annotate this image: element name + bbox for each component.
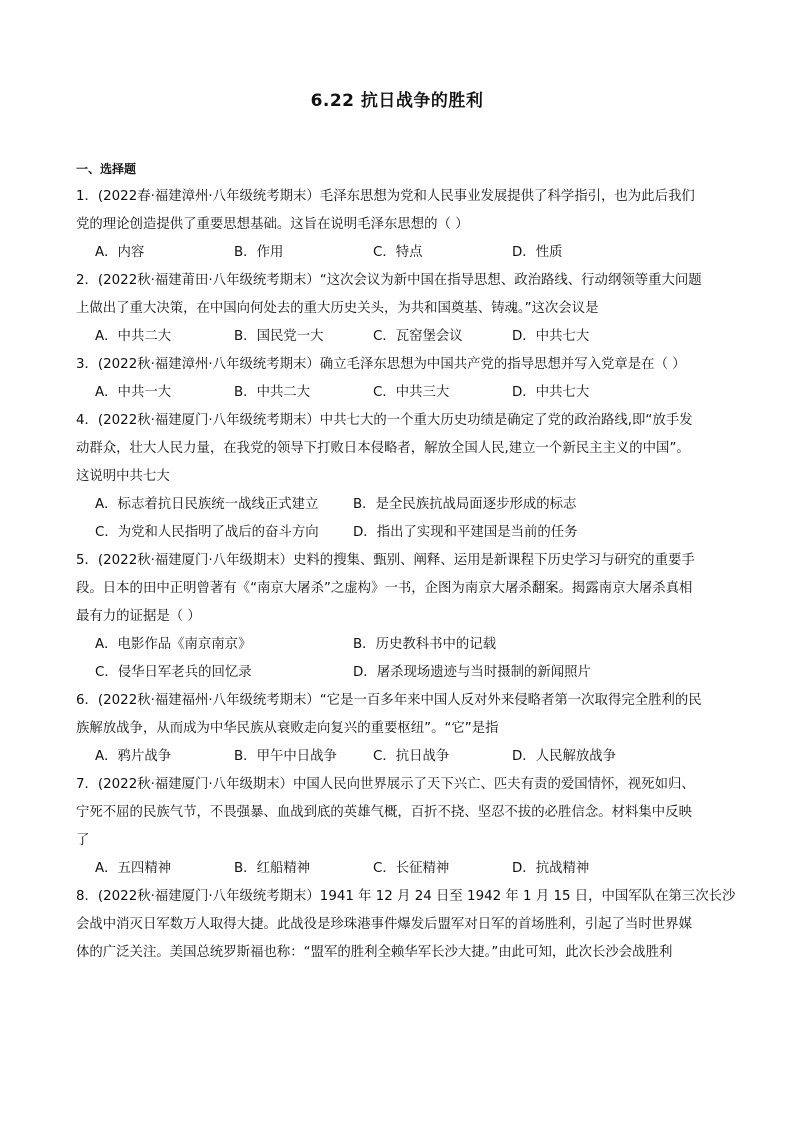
question-text-line: 3．(2022秋·福建漳州·八年级统考期末）确立毛泽东思想为中国共产党的指导思想并写入党章是在（ ） — [76, 357, 686, 372]
question-text-line: 这说明中共七大 — [76, 469, 170, 484]
option-c[interactable]: C．长征精神 — [373, 861, 450, 876]
option-c[interactable]: C．为党和人民指明了战后的奋斗方向 — [95, 525, 319, 540]
option-d[interactable]: D．中共七大 — [512, 329, 590, 344]
option-b[interactable]: B．历史教科书中的记载 — [353, 637, 497, 652]
question-text-line: 党的理论创造提供了重要思想基础。这旨在说明毛泽东思想的（ ） — [76, 217, 469, 232]
question-text-line: 4．(2022秋·福建厦门·八年级统考期末）中共七大的一个重大历史功绩是确定了党的政治路线,即“放手发 — [76, 413, 693, 428]
option-d[interactable]: D．人民解放战争 — [512, 749, 617, 764]
options-row — [76, 743, 726, 771]
question-text-line: 2．(2022秋·福建莆田·八年级统考期末）“这次会议为新中国在指导思想、政治路线、行动纲领等重大问题 — [76, 273, 702, 288]
question-text-line: 族解放战争，从而成为中华民族从衰败走向复兴的重要枢纽”。“它”是指 — [76, 721, 499, 736]
options-row — [76, 631, 726, 659]
question-text-line: 1．(2022春·福建漳州·八年级统考期末）毛泽东思想为党和人民事业发展提供了科学指引，也为此后我们 — [76, 189, 695, 204]
option-a[interactable]: A．内容 — [95, 245, 145, 260]
options-row — [76, 239, 726, 267]
question-text-line: 5．(2022秋·福建厦门·八年级期末）史料的搜集、甄别、阐释、运用是新课程下历史学习与研究的重要手 — [76, 553, 695, 568]
option-d[interactable]: D．性质 — [512, 245, 563, 260]
page-title: 6.22 抗日战争的胜利 — [310, 91, 484, 111]
options-row — [76, 519, 726, 547]
option-b[interactable]: B．中共二大 — [234, 385, 311, 400]
option-c[interactable]: C．瓦窑堡会议 — [373, 329, 463, 344]
question-7 — [76, 771, 726, 883]
option-b[interactable]: B．是全民族抗战局面逐步形成的标志 — [353, 497, 577, 512]
option-b[interactable]: B．甲午中日战争 — [234, 749, 337, 764]
question-5 — [76, 547, 726, 687]
option-a[interactable]: A．电影作品《南京南京》 — [95, 637, 252, 652]
section-heading: 一、选择题 — [76, 162, 137, 176]
option-c[interactable]: C．抗日战争 — [373, 749, 450, 764]
option-d[interactable]: D．抗战精神 — [512, 861, 590, 876]
question-2 — [76, 267, 726, 351]
question-text-line: 宁死不屈的民族气节，不畏强暴、血战到底的英雄气概，百折不挠、坚忍不拔的必胜信念。材料集中反映 — [76, 805, 692, 820]
question-text-line: 8．(2022秋·福建厦门·八年级统考期末）1941 年 12 月 24 日至 1942 年 1 月 15 日，中国军队在第三次长沙 — [76, 889, 736, 904]
question-text-line: 上做出了重大决策，在中国向何处去的重大历史关头，为共和国奠基、铸魂。”这次会议是 — [76, 301, 599, 316]
question-text-line: 动群众，壮大人民力量，在我党的领导下打败日本侵略者，解放全国人民,建立一个新民主主义的中国”。 — [76, 441, 690, 456]
option-b[interactable]: B．作用 — [234, 245, 284, 260]
options-row — [76, 323, 726, 351]
option-b[interactable]: B．红船精神 — [234, 861, 311, 876]
option-d[interactable]: D．中共七大 — [512, 385, 590, 400]
option-a[interactable]: A．鸦片战争 — [95, 749, 172, 764]
option-a[interactable]: A．中共一大 — [95, 385, 172, 400]
option-c[interactable]: C．中共三大 — [373, 385, 450, 400]
option-d[interactable]: D．指出了实现和平建国是当前的任务 — [353, 525, 578, 540]
question-1 — [76, 183, 726, 267]
option-a[interactable]: A．五四精神 — [95, 861, 172, 876]
question-3 — [76, 351, 726, 407]
question-text-line: 最有力的证据是（ ） — [76, 609, 201, 624]
option-c[interactable]: C．特点 — [373, 245, 423, 260]
question-4 — [76, 407, 726, 547]
option-b[interactable]: B．国民党一大 — [234, 329, 324, 344]
question-text-line: 了 — [76, 833, 90, 848]
option-a[interactable]: A．标志着抗日民族统一战线正式建立 — [95, 497, 319, 512]
option-d[interactable]: D．屠杀现场遗迹与当时摄制的新闻照片 — [353, 665, 591, 680]
options-row — [76, 491, 726, 519]
question-text-line: 会战中消灭日军数万人取得大捷。此战役是珍珠港事件爆发后盟军对日军的首场胜利，引起了当时世界媒 — [76, 917, 692, 932]
question-text-line: 7．(2022秋·福建厦门·八年级期末）中国人民向世界展示了天下兴亡、匹夫有责的爱国情怀，视死如归、 — [76, 777, 695, 792]
options-row — [76, 379, 726, 407]
question-text-line: 6．(2022秋·福建福州·八年级统考期末）“它是一百多年来中国人反对外来侵略者第一次取得完全胜利的民 — [76, 693, 702, 708]
options-row — [76, 855, 726, 883]
option-c[interactable]: C．侵华日军老兵的回忆录 — [95, 665, 252, 680]
question-text-line: 段。日本的田中正明曾著有《“南京大屠杀”之虚构》一书，企图为南京大屠杀翻案。揭露南京大屠杀真相 — [76, 581, 693, 596]
options-row — [76, 659, 726, 687]
question-text-line: 体的广泛关注。美国总统罗斯福也称：“盟军的胜利全赖华军长沙大捷。”由此可知，此次长沙会战胜利 — [76, 945, 673, 960]
option-a[interactable]: A．中共二大 — [95, 329, 172, 344]
question-list — [76, 183, 736, 967]
question-8 — [76, 883, 736, 967]
question-6 — [76, 687, 726, 771]
